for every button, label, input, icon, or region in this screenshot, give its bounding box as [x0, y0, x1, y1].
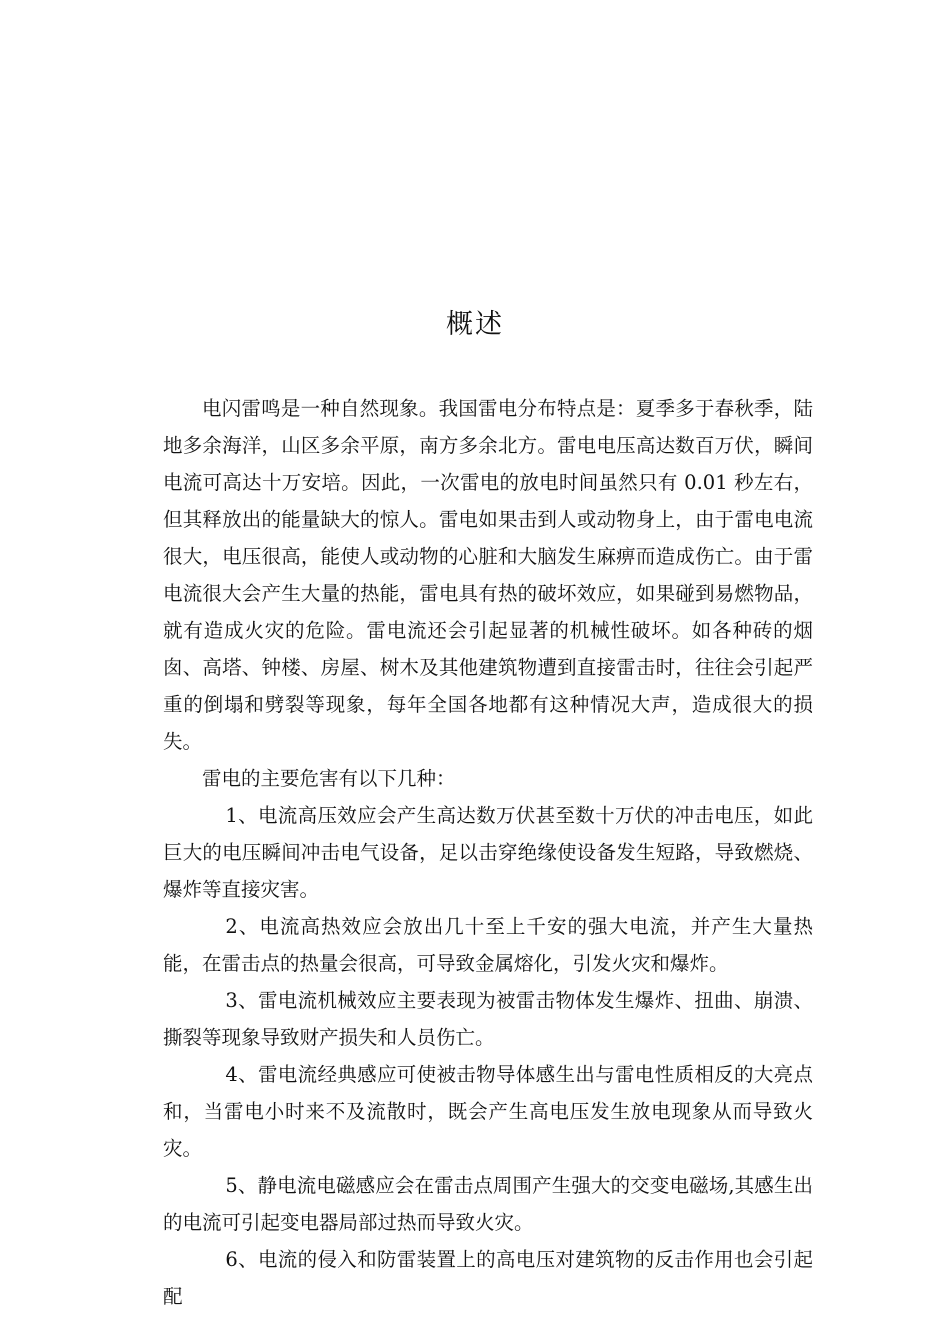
hazards-lead-paragraph: 雷电的主要危害有以下几种：	[202, 767, 456, 790]
page-title: 概述	[446, 309, 504, 340]
hazard-item-6: 6、电流的侵入和防雷装置上的高电压对建筑物的反击作用也会引起配	[163, 1248, 813, 1308]
hazard-item-1: 1、电流高压效应会产生高达数万伏甚至数十万伏的冲击电压，如此巨大的电压瞬间冲击电气设备，足以击穿绝缘使设备发生短路，导致燃烧、爆炸等直接灾害。	[163, 804, 813, 901]
intro-paragraph: 电闪雷鸣是一种自然现象。我国雷电分布特点是：夏季多于春秋季，陆地多余海洋，山区多余平原，南方多余北方。雷电电压高达数百万伏，瞬间电流可高达十万安培。因此，一次雷电的放电时间虽然只有 0.01 秒左右，但其释放出的能量缺大的惊人。雷电如果击到人或动物身上，由于雷电电流很大，电压很高，能使人或动物的心脏和大脑发生麻痹而造成伤亡。由于雷电流很大会产生大量的热能，雷电具有热的破坏效应，如果碰到易燃物品，就有造成火灾的危险。雷电流还会引起显著的机械性破坏。如各种砖的烟囱、高塔、钟楼、房屋、树木及其他建筑物遭到直接雷击时，往往会引起严重的倒塌和劈裂等现象，每年全国各地都有这种情况大声，造成很大的损失。	[163, 397, 813, 753]
hazard-item-3: 3、雷电流机械效应主要表现为被雷击物体发生爆炸、扭曲、崩溃、撕裂等现象导致财产损失和人员伤亡。	[163, 989, 813, 1049]
hazard-item-2: 2、电流高热效应会放出几十至上千安的强大电流，并产生大量热能，在雷击点的热量会很高，可导致金属熔化，引发火灾和爆炸。	[163, 915, 813, 975]
hazard-item-4: 4、雷电流经典感应可使被击物导体感生出与雷电性质相反的大亮点和，当雷电小时来不及流散时，既会产生高电压发生放电现象从而导致火灾。	[163, 1063, 813, 1160]
hazard-item-5: 5、静电流电磁感应会在雷击点周围产生强大的交变电磁场,其感生出的电流可引起变电器局部过热而导致火灾。	[163, 1174, 813, 1234]
document-body	[163, 390, 813, 1315]
